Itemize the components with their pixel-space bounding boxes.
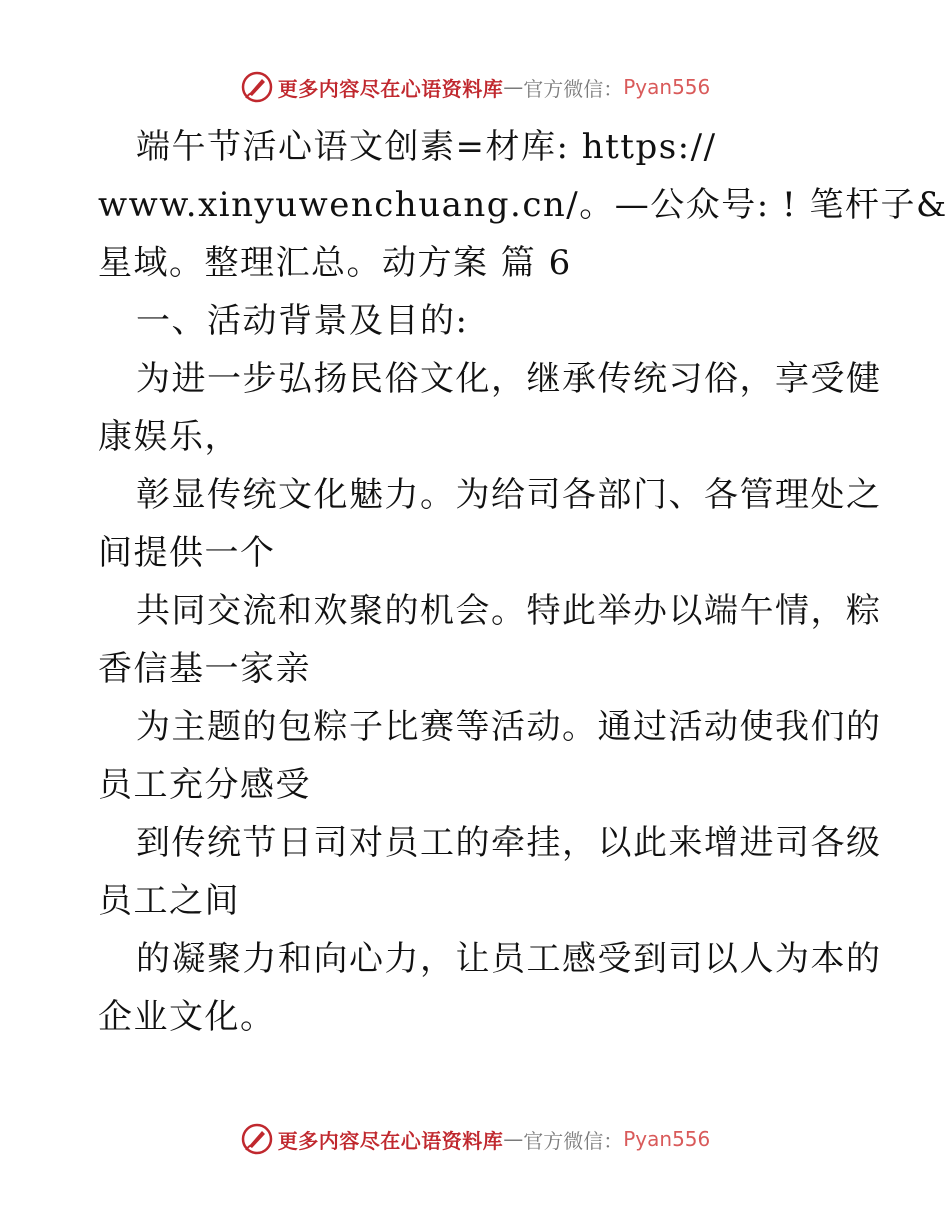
banner-site-text: 更多内容尽在心语资料库 [277, 1128, 504, 1153]
brush-logo-icon [240, 1122, 274, 1156]
text-line: www.xinyuwenchuang.cn/。—公众号: ! 笔杆子& [98, 185, 948, 225]
banner-wechat-id: Pyan556 [623, 75, 711, 99]
banner-dash: — [503, 1127, 524, 1151]
text-line: 共同交流和欢聚的机会。特此举办以端午情，粽 [136, 591, 882, 631]
text-line: 企业文化。 [98, 997, 276, 1037]
text-line: 为进一步弘扬民俗文化，继承传统习俗，享受健 [136, 359, 882, 399]
section-heading: 一、活动背景及目的: [136, 301, 469, 341]
text-line: 的凝聚力和向心力，让员工感受到司以人为本的 [136, 939, 882, 979]
brush-logo-icon [240, 70, 274, 104]
header-banner [0, 70, 950, 104]
text-line: 间提供一个 [98, 533, 276, 573]
banner-wechat-id: Pyan556 [623, 1127, 711, 1151]
text-line: 星域。整理汇总。动方案 篇 6 [98, 243, 572, 283]
banner-wechat-label: 官方微信： [523, 76, 624, 101]
banner-dash: — [503, 75, 524, 99]
document-body [98, 118, 948, 1046]
text-line: 端午节活心语文创素=材库: https:// [136, 127, 717, 167]
text-line: 为主题的包粽子比赛等活动。通过活动使我们的 [136, 707, 882, 747]
text-line: 员工充分感受 [98, 765, 311, 805]
banner-wechat-label: 官方微信： [523, 1128, 624, 1153]
text-line: 康娱乐， [98, 417, 240, 457]
text-line: 员工之间 [98, 881, 240, 921]
text-line: 香信基一家亲 [98, 649, 311, 689]
footer-banner [0, 1122, 950, 1156]
banner-site-text: 更多内容尽在心语资料库 [277, 76, 504, 101]
text-line: 彰显传统文化魅力。为给司各部门、各管理处之 [136, 475, 882, 515]
text-line: 到传统节日司对员工的牵挂，以此来增进司各级 [136, 823, 882, 863]
